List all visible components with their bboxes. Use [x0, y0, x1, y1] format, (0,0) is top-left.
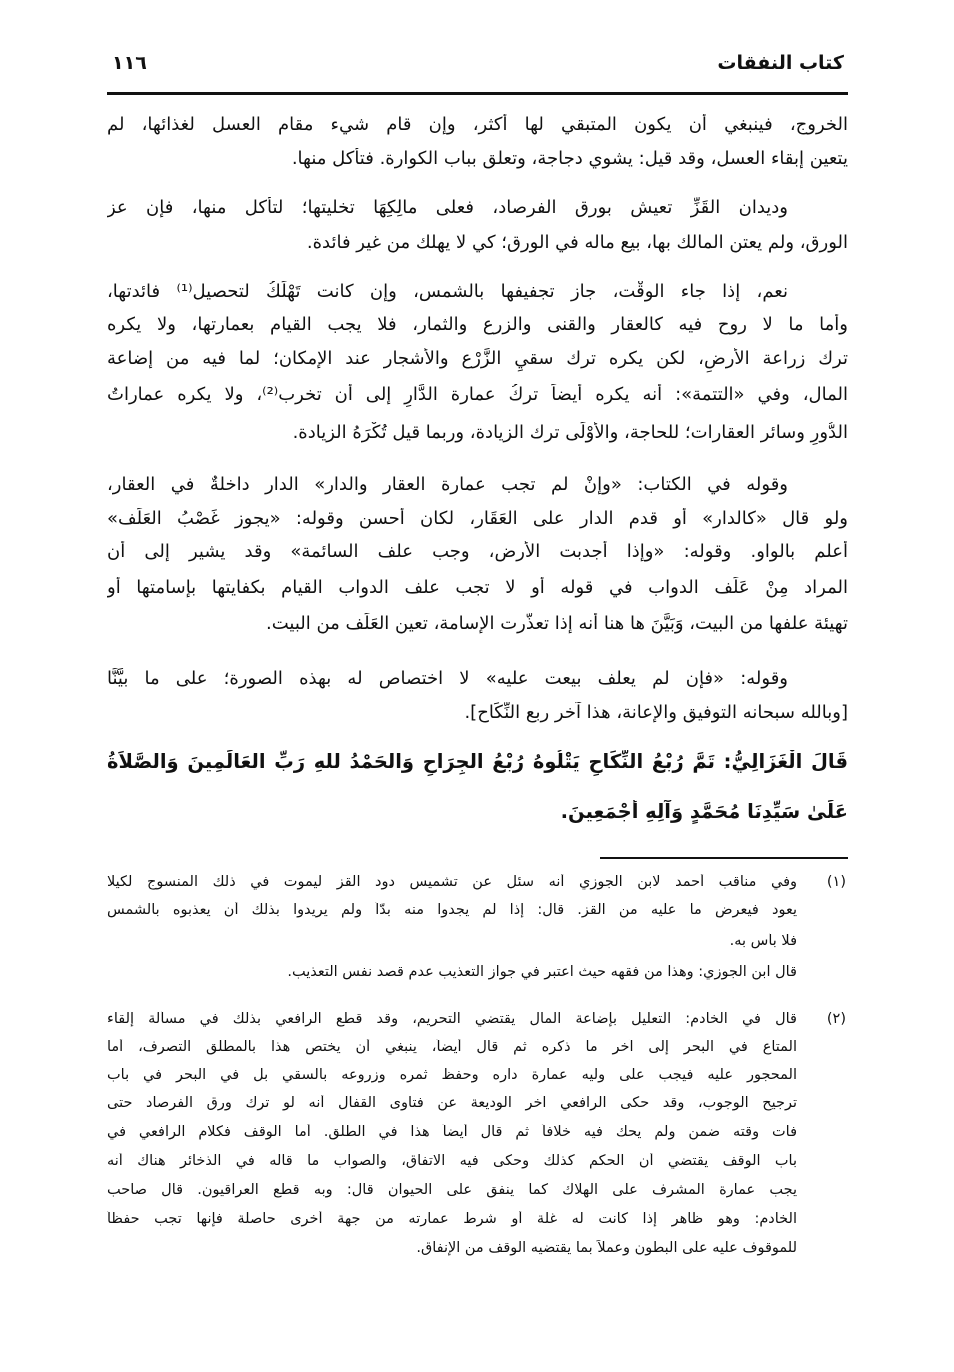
body-line: نعم، إذا جاء الوقْت، جاز تجفيفها بالشمس، وإن كانت تَهْلَكُ لتحصيل⁽¹⁾ فائدتها،	[107, 281, 788, 302]
footnote-line: فات وقته ضمن ولم يحك فيه خلافاً ثم قال أيضاً هذا في الطلق. أما الوقف فكلام الرافعي في	[107, 1124, 797, 1140]
body-line: وأما ما لا روح فيه كالعقار والقنى والزرع والثمار، فلا يجب القيام بعمارتها، ولا يكره	[107, 314, 848, 335]
body-line: وديدان القَزِّ تعيش بورق الفرصاد، فعلى مالِكِهَا تخليتها؛ لتأكل منها، فإن عز	[107, 197, 788, 218]
header-rule	[107, 92, 848, 95]
body-line: الورق، ولم يعتن المالك بها، بيع ماله في الورق؛ كي لا يهلك من غير فائدة.	[306, 232, 848, 253]
body-line: يتعين إبقاء العسل، وقد قيل: يشوي دجاجة، وتعلق بباب الكوارة. فتأكل منها.	[291, 148, 848, 169]
closing-statement-line: عَلَىٰ سَيِّدِنَا مُحَمَّدٍ وَآلِهِ أجْمَعِينَ.	[560, 800, 848, 823]
footnote-line: للموقوف عليه على البطون وعملاً بما يقتضيه الوقف من الإنفاق.	[416, 1240, 797, 1256]
footnote-line: قال في الخادم: التعليل بإضاعة المال يقتضي التحريم، وقد قطع الرافعي بذلك في مسألة إلقاء	[107, 1011, 797, 1027]
body-line: الخروج، فينبغي أن يكون المتبقي لها أكثر، وإن قام شيء مقام العسل لغذائها، لم	[107, 114, 848, 135]
footnote-line: الخادم: وهو ظاهر إذا كانت له غلة أو شرط عمارته من جهة أُخرى حاصلة فإنها تجب حفظاً	[107, 1211, 797, 1227]
footnote-line: فلا بأس به.	[729, 933, 797, 949]
footnote-line: قال ابن الجوزي: وهذا من فقهه حيث اعتبر في جواز التعذيب عدم قصد نفس التعذيب.	[287, 964, 797, 980]
body-line: المراد مِنْ عَلَف الدواب في قوله أو لا تجب علف الدواب القيام بكفايتها بإسامتها أو	[107, 577, 848, 598]
body-line: ترك زراعة الأرضِ، لكن يكره ترك سقيِ الزَّرْع والأشجار عند الإمكان؛ لما فيه من إضاعة	[107, 348, 848, 369]
body-line: المال، وفي «التتمة»: أنه يكره أيضاً تركُ عمارة الدَّارِ إلى أن تخرب⁽²⁾، ولا يكره عماراتُ	[107, 384, 848, 405]
closing-statement-line: قَالَ الْغَزَالِيُّ: تَمَّ رُبْعُ النِّكَاحِ يَتْلُوهُ رُبْعُ الجِرَاحِ وَالحَمْدُ للهِ رَبِّ العَالَمِينَ وَالصَّلاَةُ	[107, 750, 848, 773]
page-number: ١١٦	[112, 52, 147, 74]
footnote-line: يعود فيعرض ما عليه من القز. قال: إذا لم يجدوا منه بدّاً ولم يريدوا بذلك أن يعذبوه بالشمس	[107, 902, 797, 918]
body-line: الدُّورِ وسائر العقارات؛ للحاجة، والأَوْلَى ترك الزيادة، وربما قيل تُكْرَهُ الزيادة.	[292, 422, 848, 443]
footnote-line: ترجيح الوجوب، وقد حكى الرافعي آخر الوديعة عن فتاوى القفال أنه لو ترك ورق الفرصاد حتى	[107, 1095, 797, 1111]
footnote-line: باب الوقف يقتضي أن الحكم كذلك وحكى فيه الاتفاق، والصواب ما قاله في الذخائر هناك أنه	[107, 1153, 797, 1169]
footnote-line: وفي مناقب أحمد لابن الجوزي أنه سئل عن تشميس دود القز ليموت في ذلك المنسوج لكيلا	[107, 874, 797, 890]
body-line: وقوله: «فإن لم يعلف بيعت عليه» لا اختصاص له بهذه الصورة؛ على ما بيَّنَّا	[107, 668, 788, 689]
body-line: تهيئة علفها من البيت، وَبَيَّنَ ها هنا أنه إذا تعذَّرت الإسامة، تعين العَلَف من البيت.	[266, 613, 848, 634]
body-line: ولو قال «كالدار» أو قدم الدار على العَقَار، لكان أحسن وقوله: «يجوز غَصْبُ العَلَف»	[107, 508, 848, 529]
running-header-title: كتاب النفقات	[717, 52, 844, 74]
footnote-number: (٢)	[826, 1011, 846, 1027]
footnote-number: (١)	[826, 874, 846, 890]
footnote-line: المحجور عليه فيجب على وليه عمارة داره وحفظ ثمره وزروعه بالسقي بل في البحر في باب	[107, 1067, 797, 1083]
footnote-line: يجب عمارة المشرف على الهلاك كما ينفق على الحيوان قال: وبه قطع العراقيون. قال صاحب	[107, 1182, 797, 1198]
footnote-line: المتاع في البحر إلى آخر ما ذكره ثم قال أيضاً، ينبغي أن يختص هذا بالمطلق التصرف، أما	[107, 1039, 797, 1055]
body-line: [وبالله سبحانه التوفيق والإعانة، هذا آخر ربع النِّكَاح].	[464, 702, 848, 723]
body-line: أعلم بالواو. وقوله: «وإذا أجدبت الأرض، وجب علف السائمة» وقد يشير إلى أن	[107, 541, 848, 562]
body-line: وقوله في الكتاب: «وإنْ لم تجب عمارة العقار والدار» الدار داخلةٌ في العقار،	[107, 474, 788, 495]
footnote-rule	[600, 857, 848, 859]
